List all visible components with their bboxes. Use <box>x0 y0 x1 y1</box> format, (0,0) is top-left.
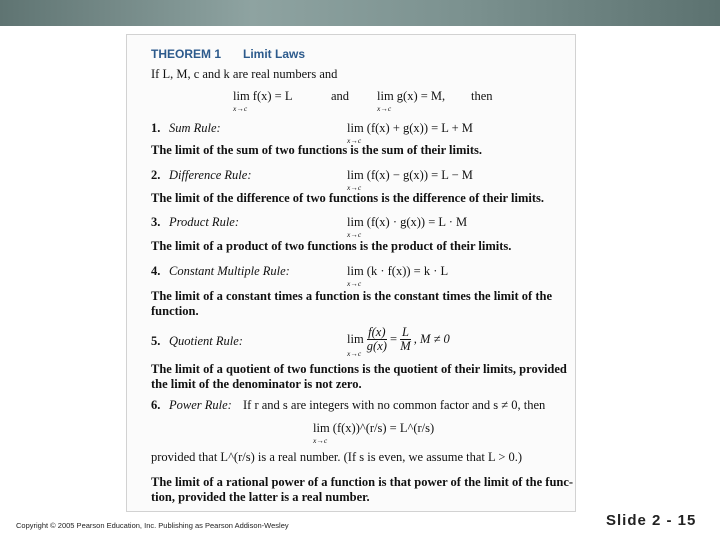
rule-description: The limit of a constant times a function is the constant times the limit of the <box>151 289 553 303</box>
copyright-text: Copyright © 2005 Pearson Education, Inc. Publishing as Pearson Addison-Wesley <box>16 521 289 530</box>
theorem-name: Limit Laws <box>243 47 306 61</box>
rule-number: 2. <box>151 168 161 182</box>
rule-name: Difference Rule: <box>169 168 252 182</box>
fraction-numerator: L <box>401 325 409 339</box>
lim-subscript: x→c <box>233 104 248 113</box>
rule-name: Constant Multiple Rule: <box>169 264 290 278</box>
rule-name: Product Rule: <box>169 215 240 229</box>
rule-formula: lim (k · f(x)) = k · L <box>347 264 449 278</box>
theorem-intro: If L, M, c and k are real numbers and <box>151 67 338 81</box>
rule-description: The limit of a product of two functions is the product of their limits. <box>151 239 512 253</box>
fraction-denominator: g(x) <box>366 339 387 353</box>
rule-number: 6. <box>151 398 161 412</box>
rule-description: the limit of the denominator is not zero. <box>151 377 362 391</box>
theorem-heading <box>151 47 305 61</box>
rule-name: Power Rule: <box>169 398 232 412</box>
hypothesis-g: lim g(x) = M, <box>377 89 446 103</box>
fraction-denominator: M <box>400 339 411 353</box>
lim-subscript: x→c <box>347 279 362 288</box>
rule-name: Sum Rule: <box>169 121 221 135</box>
power-rule-text: If r and s are integers with no common factor and s ≠ 0, then <box>243 398 546 412</box>
limit-fraction <box>400 326 410 353</box>
rule-number: 3. <box>151 215 161 229</box>
rule-description: The limit of the sum of two functions is the sum of their limits. <box>151 143 483 157</box>
power-rule-condition: provided that L^(r/s) is a real number. (If s is even, we assume that L > 0.) <box>151 450 523 464</box>
theorem-number: THEOREM 1 <box>151 47 222 61</box>
rule-formula: lim (f(x) + g(x)) = L + M <box>347 121 473 135</box>
hypothesis-then: then <box>471 89 493 103</box>
lim-subscript: x→c <box>313 436 328 445</box>
rule-description: The limit of a rational power of a function is that power of the limit of the func- <box>151 475 574 489</box>
lim-subscript: x→c <box>347 183 362 192</box>
rule-description: function. <box>151 304 199 318</box>
lim-subscript: x→c <box>377 104 392 113</box>
lim-subscript: x→c <box>347 230 362 239</box>
theorem-panel <box>126 34 576 512</box>
lim-subscript: x→c <box>347 136 362 145</box>
quotient-fraction <box>367 326 387 353</box>
rule-description: tion, provided the latter is a real number. <box>151 490 370 504</box>
rule-formula: lim (f(x) − g(x)) = L − M <box>347 168 473 182</box>
rule-formula: lim (f(x))^(r/s) = L^(r/s) <box>313 421 435 435</box>
rule-number: 5. <box>151 334 161 348</box>
rule-description: The limit of the difference of two functions is the difference of their limits. <box>151 191 544 205</box>
lim-label: lim <box>347 332 364 346</box>
lim-subscript: x→c <box>347 349 362 358</box>
header-bar <box>0 0 720 26</box>
hypothesis-f: lim f(x) = L <box>233 89 293 103</box>
fraction-numerator: f(x) <box>368 325 386 339</box>
quotient-formula <box>347 326 450 353</box>
hypothesis-and: and <box>331 89 350 103</box>
slide-number: Slide 2 - 15 <box>606 512 697 529</box>
rule-formula: lim (f(x) · g(x)) = L · M <box>347 215 468 229</box>
rule-number: 1. <box>151 121 161 135</box>
quotient-condition: , M ≠ 0 <box>413 332 450 346</box>
rule-description: The limit of a quotient of two functions is the quotient of their limits, provided <box>151 362 567 376</box>
rule-number: 4. <box>151 264 161 278</box>
equals-sign: = <box>390 332 398 346</box>
rule-name: Quotient Rule: <box>169 334 243 348</box>
